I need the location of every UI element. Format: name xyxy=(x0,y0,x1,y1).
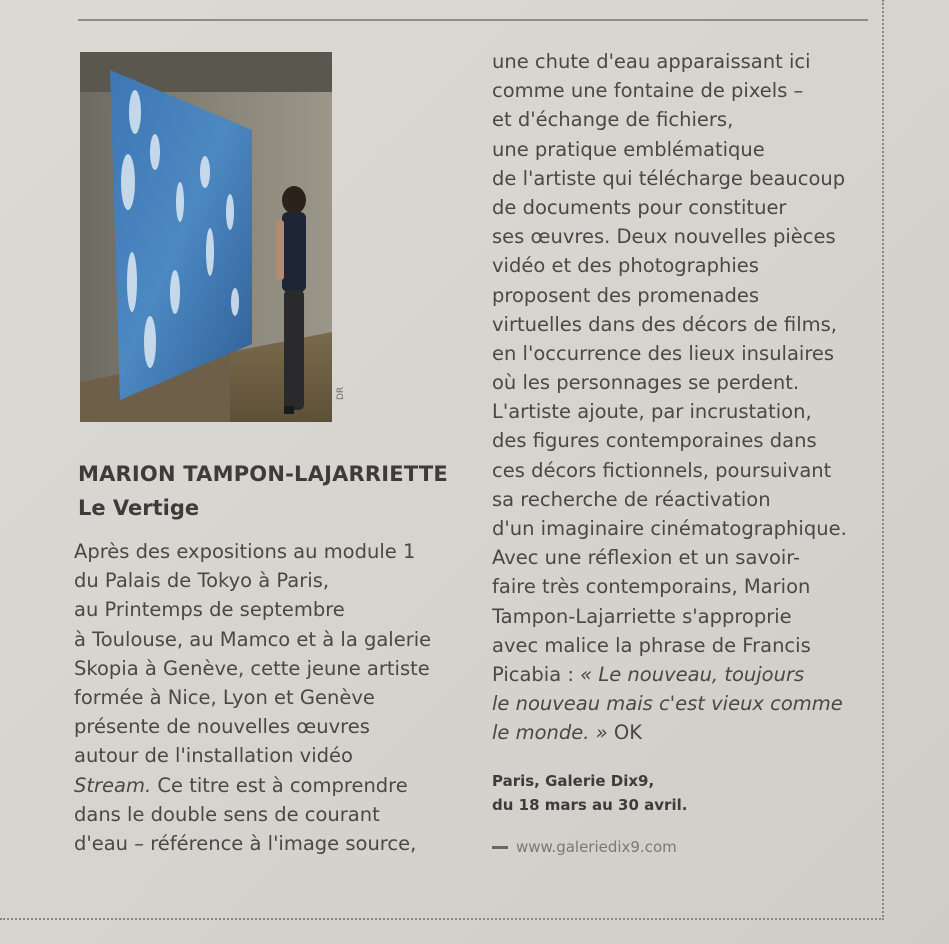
text-line: autour de l'installation vidéo xyxy=(74,744,353,768)
author-initials: OK xyxy=(607,721,643,745)
text-line: comme une fontaine de pixels – xyxy=(492,79,804,103)
text-line: avec malice la phrase de Francis xyxy=(492,633,811,657)
photo-credit: DR xyxy=(336,386,346,400)
text-line: à Toulouse, au Mamco et à la galerie xyxy=(74,627,432,651)
text-line: L'artiste ajoute, par incrustation, xyxy=(492,400,812,424)
text-line: où les personnages se perdent. xyxy=(492,371,800,395)
top-divider xyxy=(78,19,868,21)
url-text: www.galeriedix9.com xyxy=(516,838,677,856)
text-line: de documents pour constituer xyxy=(492,195,787,219)
dotted-border-right xyxy=(882,0,884,920)
work-title-italic: Stream. xyxy=(74,773,152,797)
dates-line: du 18 mars au 30 avril. xyxy=(492,796,688,814)
text-line: dans le double sens de courant xyxy=(74,802,380,826)
exhibition-title: Le Vertige xyxy=(78,496,200,520)
text-line: une pratique emblématique xyxy=(492,137,765,161)
text-line: présente de nouvelles œuvres xyxy=(74,715,370,739)
text-line: Skopia à Genève, cette jeune artiste xyxy=(74,656,430,680)
venue-info xyxy=(492,769,687,817)
text-fragment: Picabia : xyxy=(492,662,581,686)
dash-icon xyxy=(492,846,508,849)
right-column-text xyxy=(492,47,847,748)
text-line: proposent des promenades xyxy=(492,283,760,307)
quote-italic: le nouveau mais c'est vieux comme xyxy=(492,692,843,716)
text-line: sa recherche de réactivation xyxy=(492,487,771,511)
text-line: une chute d'eau apparaissant ici xyxy=(492,50,811,73)
text-line: d'un imaginaire cinématographique. xyxy=(492,517,847,540)
text-line: vidéo et des photographies xyxy=(492,254,759,278)
text-line xyxy=(492,660,847,689)
text-line: au Printemps de septembre xyxy=(74,598,345,622)
text-line: Tampon-Lajarriette s'approprie xyxy=(492,604,792,628)
text-line: ces décors fictionnels, poursuivant xyxy=(492,458,832,482)
artwork-photo xyxy=(80,52,332,422)
text-line xyxy=(492,689,847,718)
text-line: ses œuvres. Deux nouvelles pièces xyxy=(492,225,836,249)
text-fragment: Ce titre est à comprendre xyxy=(151,773,408,797)
artist-name-heading: MARION TAMPON-LAJARRIETTE xyxy=(78,462,448,486)
text-line: des figures contemporaines dans xyxy=(492,429,817,453)
text-line: Avec une réflexion et un savoir- xyxy=(492,546,801,570)
dotted-border-bottom xyxy=(0,918,884,920)
text-line: faire très contemporains, Marion xyxy=(492,575,811,599)
text-line: formée à Nice, Lyon et Genève xyxy=(74,685,375,709)
venue-line: Paris, Galerie Dix9, xyxy=(492,772,655,790)
text-line xyxy=(74,771,431,800)
text-line xyxy=(492,718,847,747)
text-line: de l'artiste qui télécharge beaucoup xyxy=(492,166,846,190)
text-line: et d'échange de fichiers, xyxy=(492,108,734,132)
text-line: en l'occurrence des lieux insulaires xyxy=(492,341,835,365)
quote-italic: « Le nouveau, toujours xyxy=(580,662,805,686)
text-line: d'eau – référence à l'image source, xyxy=(74,831,417,855)
gallery-url xyxy=(492,838,677,856)
text-line: virtuelles dans des décors de films, xyxy=(492,312,837,336)
text-line: Après des expositions au module 1 xyxy=(74,540,416,563)
left-column-text xyxy=(74,537,431,858)
text-line: du Palais de Tokyo à Paris, xyxy=(74,569,330,593)
quote-italic: le monde. » xyxy=(492,721,608,745)
